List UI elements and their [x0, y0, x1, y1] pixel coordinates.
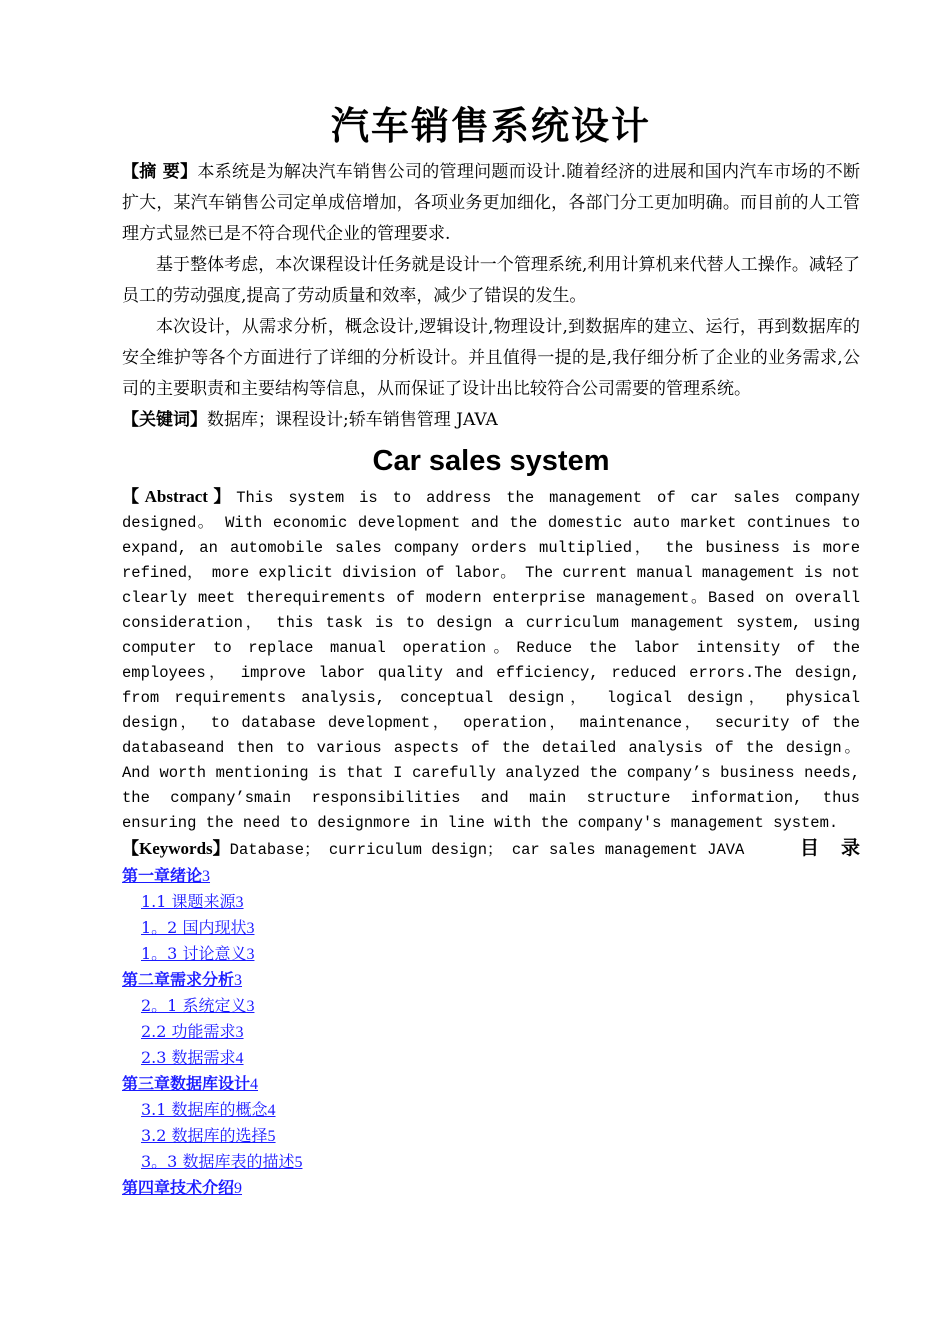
keywords-cn [122, 405, 860, 436]
toc-link[interactable] [141, 1126, 276, 1145]
toc-page-number: 5 [267, 1128, 276, 1145]
toc-link[interactable] [122, 970, 242, 989]
toc-item [122, 1123, 860, 1149]
english-title: Car sales system [372, 445, 610, 477]
toc-page-number: 9 [234, 1180, 243, 1197]
toc-link-text: 第四章技术介绍 [122, 1178, 235, 1197]
toc-link-text: 2。1 系统定义 [141, 996, 247, 1015]
abstract-cn-text-1: 本系统是为解决汽车销售公司的管理问题而设计.随着经济的进展和国内汽车市场的不断扩大，某汽车销售公司定单成倍增加，各项业务更加细化，各部门分工更加明确。而目前的人工管理方式显然已是不符合现代企业的管理要求. [122, 162, 861, 244]
abstract-cn-para-2: 基于整体考虑，本次课程设计任务就是设计一个管理系统,利用计算机来代替人工操作。减轻了员工的劳动强度,提高了劳动质量和效率，减少了错误的发生。 [122, 255, 860, 306]
abstract-en [122, 484, 860, 836]
toc-link-text: 2.2 功能需求 [141, 1022, 236, 1041]
toc-page-number: 3 [235, 1024, 244, 1041]
toc-link[interactable] [141, 1022, 244, 1041]
toc-item [122, 1149, 860, 1175]
toc-page-number: 3 [202, 868, 211, 885]
toc-item [122, 915, 860, 941]
toc-link-text: 第二章需求分析 [122, 970, 235, 989]
toc-link[interactable] [122, 1178, 242, 1197]
toc-page-number: 4 [235, 1050, 244, 1067]
toc-page-number: 3 [246, 920, 255, 937]
abstract-en-text: This system is to address the management of car sales company designed。 With economic development and the domestic auto market continues to expand, an automobile sales company orders multiplied， the business is more refined， more explicit division of labor。 The current manual management is not clearly meet therequirements of modern enterprise management。Based on overall consideration， this task is to design a curriculum management system, using computer to replace manual operation。Reduce the labor intensity of the employees， improve labor quality and efficiency, reduced errors.The design, from requirements analysis, conceptual design， logical design， physical design， to database development， operation， maintenance， security of the databaseand then to various aspects of the detailed analysis of the design。 And worth mentioning is that I carefully analyzed the company’s business needs, the company’smain responsibilities and main structure information, thus ensuring the need to designmore in line with the company's management system. [122, 489, 860, 832]
toc-link-text: 第一章绪论 [122, 866, 203, 885]
toc-link-text: 1。3 讨论意义 [141, 944, 247, 963]
toc-link[interactable] [122, 1074, 258, 1093]
toc-item [122, 1071, 860, 1097]
toc-item [122, 1019, 860, 1045]
toc-item [122, 967, 860, 993]
keywords-en-label: 【Keywords】 [122, 839, 230, 858]
abstract-cn-para-1 [122, 157, 860, 250]
toc-item [122, 1175, 860, 1201]
toc-page-number: 3 [234, 972, 243, 989]
abstract-cn-label: 【摘 要】 [122, 162, 198, 182]
toc-page-number: 4 [267, 1102, 276, 1119]
toc-link[interactable] [141, 1100, 276, 1119]
keywords-en [122, 836, 882, 863]
toc-page-number: 5 [294, 1154, 303, 1171]
toc-link-text: 3.2 数据库的选择 [141, 1126, 268, 1145]
toc-page-number: 3 [246, 946, 255, 963]
toc-link[interactable] [141, 918, 254, 937]
toc-link[interactable] [141, 1152, 302, 1171]
document-page [122, 95, 882, 1201]
toc-link[interactable] [141, 996, 254, 1015]
toc-item [122, 993, 860, 1019]
toc-page-number: 4 [250, 1076, 259, 1093]
document-title: 汽车销售系统设计 [330, 104, 651, 148]
toc-link[interactable] [141, 892, 244, 911]
toc-link-text: 2.3 数据需求 [141, 1048, 236, 1067]
toc-link[interactable] [141, 944, 254, 963]
keywords-en-text: Database； curriculum design； car sales management JAVA [229, 841, 745, 859]
toc-item [122, 941, 860, 967]
toc-link-text: 3。3 数据库表的描述 [141, 1152, 295, 1171]
toc-item [122, 1045, 860, 1071]
abstract-cn-para-3: 本次设计，从需求分析，概念设计,逻辑设计,物理设计,到数据库的建立、运行，再到数据库的安全维护等各个方面进行了详细的分析设计。并且值得一提的是,我仔细分析了企业的业务需求,公司的主要职责和主要结构等信息，从而保证了设计出比较符合公司需要的管理系统。 [122, 317, 860, 399]
toc-page-number: 3 [246, 998, 255, 1015]
toc-item [122, 1097, 860, 1123]
toc-item [122, 889, 860, 915]
toc-link-text: 第三章数据库设计 [122, 1074, 251, 1093]
toc-item [122, 863, 860, 889]
toc-link-text: 3.1 数据库的概念 [141, 1100, 268, 1119]
keywords-cn-text: 数据库；课程设计;轿车销售管理 JAVA [207, 410, 498, 430]
abstract-en-label: 【Abstract】 [122, 487, 237, 506]
toc-heading: 目录 [799, 837, 882, 859]
toc-page-number: 3 [235, 894, 244, 911]
toc-link[interactable] [141, 1048, 244, 1067]
keywords-cn-label: 【关键词】 [122, 410, 207, 430]
toc-link-text: 1。2 国内现状 [141, 918, 247, 937]
toc-link[interactable] [122, 866, 210, 885]
table-of-contents [122, 863, 860, 1201]
toc-link-text: 1.1 课题来源 [141, 892, 236, 911]
